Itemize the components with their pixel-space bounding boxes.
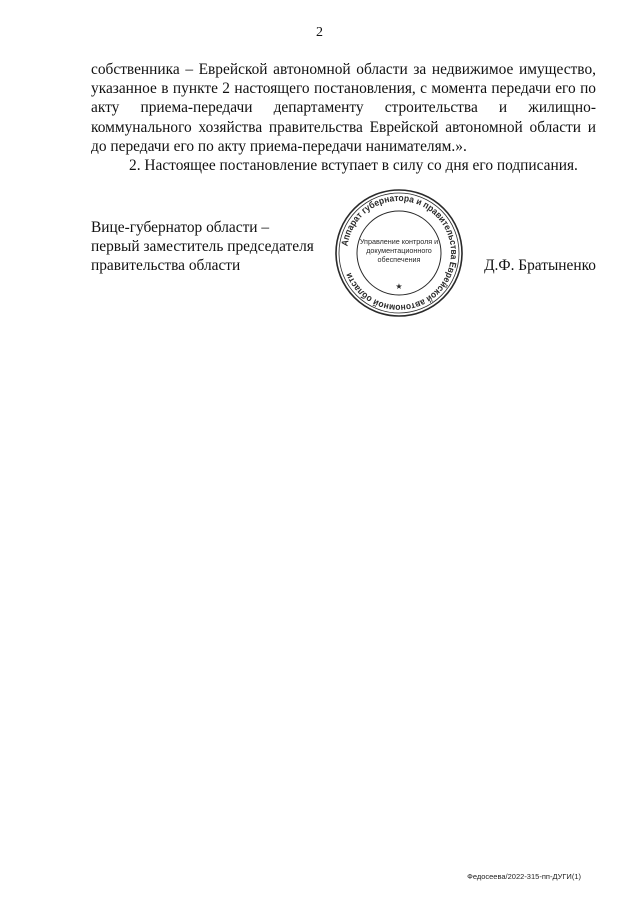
stamp-ring-text: Аппарат губернатора и правительства Еврейской автономной области: [339, 192, 460, 314]
official-stamp: [334, 188, 464, 318]
paragraph-effective-date: 2. Настоящее постановление вступает в силу со дня его подписания.: [129, 157, 578, 175]
stamp-center-line: Управление контроля и: [359, 237, 439, 246]
page-number: 2: [316, 25, 323, 40]
signatory-position-line: Вице-губернатор области –: [91, 219, 270, 236]
stamp-center-line: документационного: [366, 246, 432, 255]
stamp-center-line: обеспечения: [377, 255, 421, 264]
document-body: [91, 60, 596, 175]
signature-block: [91, 192, 596, 328]
signatory-position-line: первый заместитель председателя: [91, 238, 314, 256]
document-reference: Федосеева/2022-315-пп-ДУГИ(1): [467, 872, 581, 881]
signatory-position: [91, 218, 331, 276]
stamp-star-icon: ★: [395, 282, 403, 291]
signatory-position-line: правительства области: [91, 257, 241, 275]
stamp-seal-icon: [334, 188, 464, 318]
signatory-name: Д.Ф. Братыненко: [484, 257, 596, 274]
paragraph-continuation: собственника – Еврейской автономной области за недвижимое имущество, указанное в пункте 2 настоящего постановления, с момента передачи его по акту приема-передачи департаменту строительства и жилищно-коммунального хозяйства правительства Еврейской автономной области и до передачи его по акту приема-передачи нанимателям.».: [91, 61, 596, 155]
